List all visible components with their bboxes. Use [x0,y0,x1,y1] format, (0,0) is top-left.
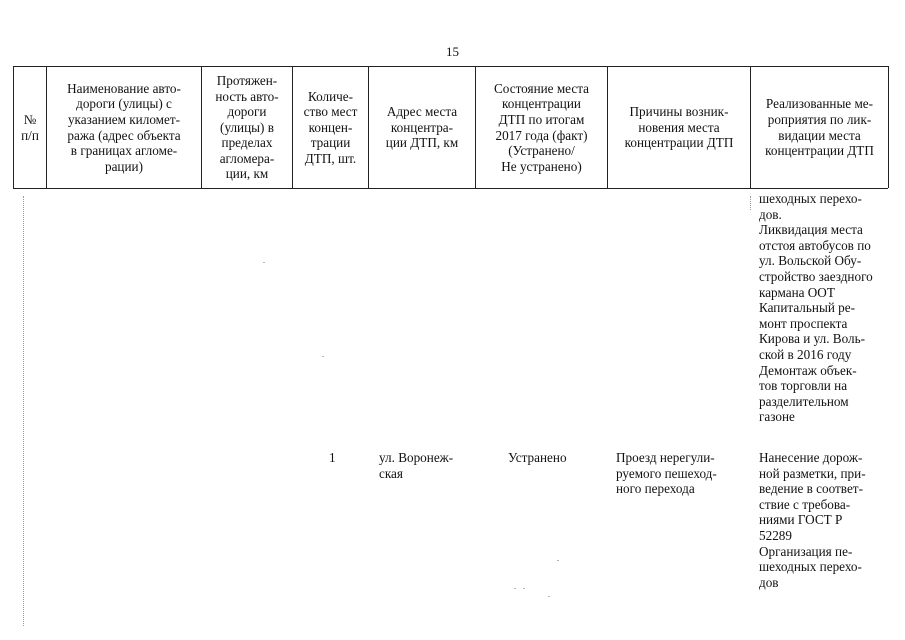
measures-continued-text: шеходных перехо- дов. Ликвидация места отстоя автобусов по ул. Вольской Обу- стройство заездного кармана ООТ Капитальный ре- монт проспекта Кирова и ул. Воль- ской в 2016 году Демонтаж объек- тов торговли на разделительном газоне [759,191,873,425]
dtp-address-value: ул. Воронеж- ская [379,450,454,481]
scan-speck [557,560,559,561]
measures-value: Нанесение дорож- ной разметки, при- ведение в соответ- ствие с требова- ниями ГОСТ Р 52289 Организация пе- шеходных перехо- дов [759,450,866,590]
header-road-name: Наименование авто- дороги (улицы) с указанием километ- ража (адрес объекта в границах агломе- рации) [67,80,181,174]
column-divider [888,66,889,188]
header-dtp-address: Адрес места концентра- ции ДТП, км [385,104,459,151]
page-number: 15 [446,44,459,59]
header-bottom-border [13,188,888,189]
scan-speck [322,356,324,357]
header-dtp-count: Количе- ство мест концен- трации ДТП, шт. [303,88,358,166]
dtp-status-value: Устранено [508,450,567,465]
dtp-count-value: 1 [329,450,336,465]
header-dtp-status: Состояние места концентрации ДТП по итогам 2017 года (факт) (Устранено/ Не устранено) [494,80,589,174]
scan-speck [523,588,525,589]
column-trace [23,196,24,626]
header-measures: Реализованные ме- роприятия по лик- видации места концентрации ДТП [765,96,874,159]
header-road-length: Протяжен- ность авто- дороги (улицы) в пределах агломера- ции, км [215,72,279,182]
column-trace [750,196,751,210]
scan-speck [514,588,516,589]
header-dtp-causes: Причины возник- новения места концентрации ДТП [624,104,734,151]
header-number: № п/п [21,111,39,143]
scan-speck [548,596,550,597]
scan-speck [263,262,265,263]
dtp-cause-value: Проезд нерегули- руемого пешеход- ного перехода [616,450,717,497]
